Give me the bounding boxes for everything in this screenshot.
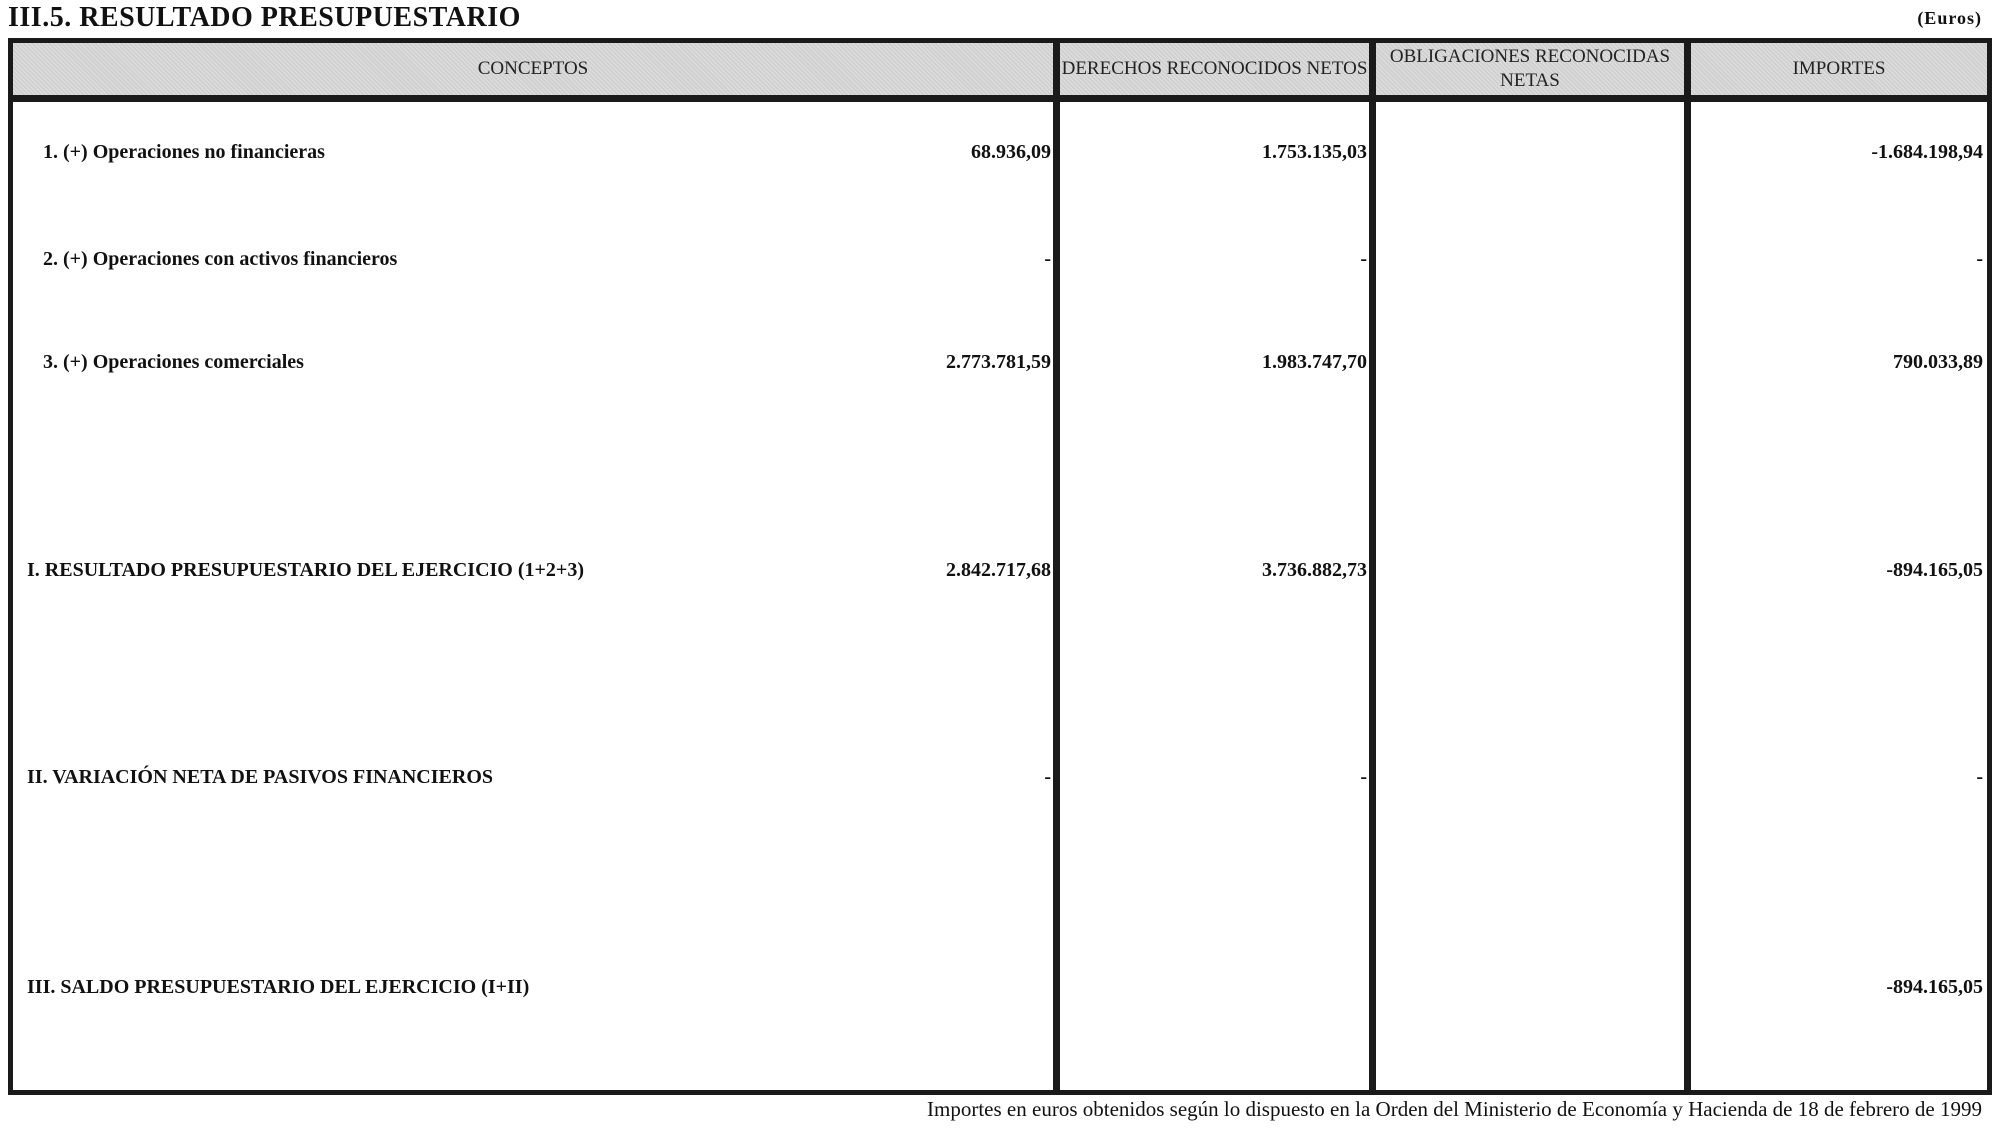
rights-value: 2.773.781,59 xyxy=(946,351,1051,373)
budget-result-table xyxy=(8,38,1992,1095)
rights-value: 2.842.717,68 xyxy=(946,559,1051,581)
amount-value: -1.684.198,94 xyxy=(1871,141,1983,163)
row-label: III. SALDO PRESUPUESTARIO DEL EJERCICIO (I+II) xyxy=(27,976,530,998)
row-label: 2. (+) Operaciones con activos financieros xyxy=(43,248,398,270)
table-row xyxy=(13,967,1987,1007)
obligations-value: - xyxy=(1360,766,1367,788)
header-obligations: OBLIGACIONES RECONOCIDAS NETAS xyxy=(1389,46,1671,91)
header-concepts: CONCEPTOS xyxy=(477,58,589,79)
amount-value: -894.165,05 xyxy=(1886,976,1983,998)
header-amounts: IMPORTES xyxy=(1792,58,1886,79)
amount-value: - xyxy=(1976,766,1983,788)
amount-value: -894.165,05 xyxy=(1886,559,1983,581)
table-row xyxy=(13,550,1987,590)
row-label: 1. (+) Operaciones no financieras xyxy=(43,141,325,163)
rights-value: - xyxy=(1044,766,1051,788)
page-title: III.5. RESULTADO PRESUPUESTARIO xyxy=(8,2,521,33)
row-label: II. VARIACIÓN NETA DE PASIVOS FINANCIEROS xyxy=(27,766,493,788)
table-row xyxy=(13,342,1987,382)
rights-value: 68.936,09 xyxy=(971,141,1051,163)
row-label: I. RESULTADO PRESUPUESTARIO DEL EJERCICIO (1+2+3) xyxy=(27,559,584,581)
footnote: Importes en euros obtenidos según lo dispuesto en la Orden del Ministerio de Economía y Hacienda de 18 de febrero de 1999 xyxy=(927,1097,1982,1121)
currency-unit: (Euros) xyxy=(1917,8,1982,28)
obligations-value: 1.753.135,03 xyxy=(1262,141,1367,163)
table-row xyxy=(13,239,1987,279)
amount-value: 790.033,89 xyxy=(1893,351,1983,373)
table-row xyxy=(13,757,1987,797)
amount-value: - xyxy=(1976,248,1983,270)
header-rights: DERECHOS RECONOCIDOS NETOS xyxy=(1061,58,1368,79)
obligations-value: 3.736.882,73 xyxy=(1262,559,1367,581)
row-label: 3. (+) Operaciones comerciales xyxy=(43,351,304,373)
table-row xyxy=(13,132,1987,172)
obligations-value: 1.983.747,70 xyxy=(1262,351,1367,373)
rights-value: - xyxy=(1044,248,1051,270)
obligations-value: - xyxy=(1360,248,1367,270)
